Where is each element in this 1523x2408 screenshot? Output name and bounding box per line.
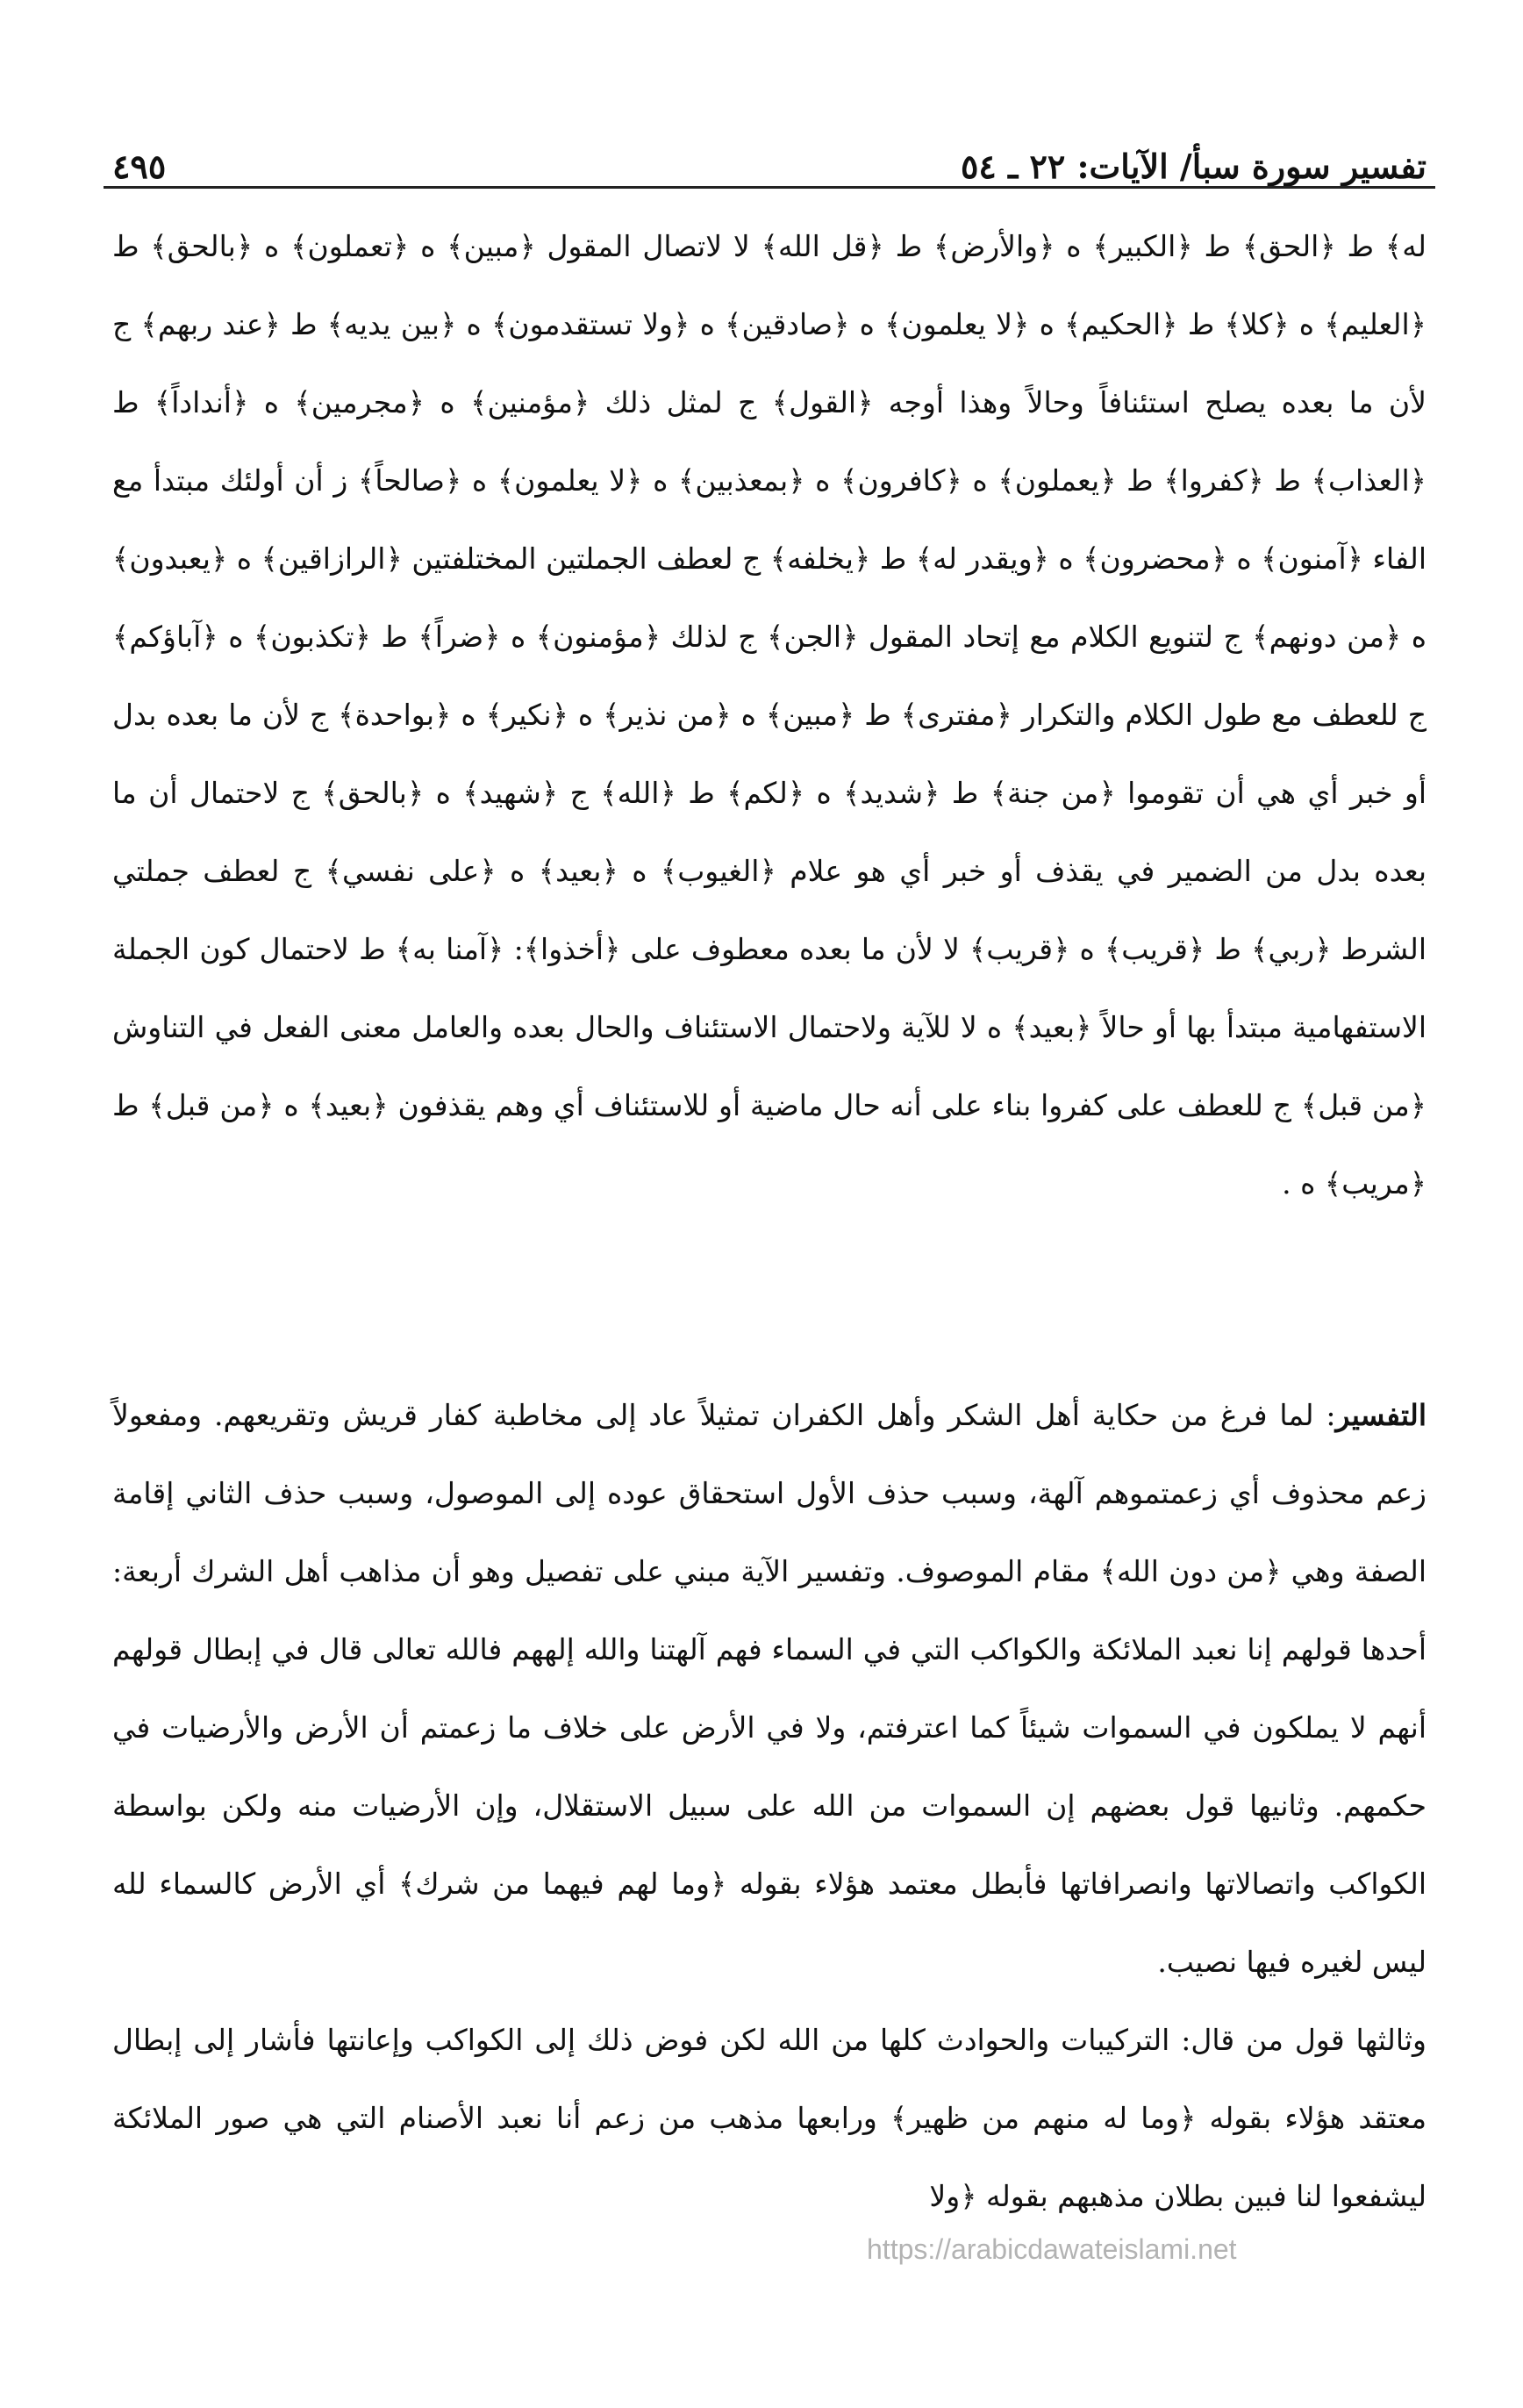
header-rule [104, 186, 1435, 189]
tafsir-lead-word: التفسير [1335, 1398, 1426, 1432]
tafsir-paragraph-text: : لما فرغ من حكاية أهل الشكر وأهل الكفران تمثيلاً عاد إلى مخاطبة كفار قريش وتقريعهم. ومفعولاً زعم محذوف أي زعمتموهم آلهة، وسبب حذف الأول استحقاق عوده إلى الموصول، وسبب حذف الثاني إقامة الصفة وهي ﴿من دون الله﴾ مقام الموصوف. وتفسير الآية مبني على تفصيل وهو أن مذاهب أهل الشرك أربعة: أحدها قولهم إنا نعبد الملائكة والكواكب التي في السماء فهم آلهتنا والله إلههم فالله تعالى قال في إبطال قولهم أنهم لا يملكون في السموات شيئاً كما اعترفتم، ولا في الأرض على خلاف ما زعمتم أن الأرض والأرضيات في حكمهم. وثانيها قول بعضهم إن السموات من الله على سبيل الاستقلال، وإن الأرضيات منه ولكن بواسطة الكواكب واتصالاتها وانصرافاتها فأبطل معتمد هؤلاء بقوله ﴿وما لهم فيهما من شرك﴾ أي الأرض كالسماء لله ليس لغيره فيها نصيب. [112, 1398, 1426, 1979]
source-watermark: https://arabicdawateislami.net [867, 2233, 1237, 2265]
page-number: ٤٩٥ [112, 147, 167, 186]
waqf-section [112, 207, 1426, 1222]
tafsir-paragraph-continued: وثالثها قول من قال: التركيبات والحوادث كلها من الله لكن فوض ذلك إلى الكواكب وإعانتها فأشار إلى إبطال معتقد هؤلاء بقوله ﴿وما له منهم من ظهير﴾ ورابعها مذهب من زعم أنا نعبد الأصنام التي هي صور الملائكة ليشفعوا لنا فبين بطلان مذهبهم بقوله ﴿ولا [112, 2023, 1426, 2213]
tafsir-section [112, 1376, 1426, 2235]
running-title: تفسير سورة سبأ/ الآيات: ٢٢ ـ ٥٤ [961, 147, 1426, 186]
page-header [112, 125, 1426, 186]
waqf-paragraph: له﴾ ط ﴿الحق﴾ ط ﴿الكبير﴾ ه ﴿والأرض﴾ ط ﴿قل الله﴾ لا لاتصال المقول ﴿مبين﴾ ه ﴿تعملون﴾ ه ﴿بالحق﴾ ط ﴿العليم﴾ ه ﴿كلا﴾ ط ﴿الحكيم﴾ ه ﴿لا يعلمون﴾ ه ﴿صادقين﴾ ه ﴿ولا تستقدمون﴾ ه ﴿بين يديه﴾ ط ﴿عند ربهم﴾ ج لأن ما بعده يصلح استئنافاً وحالاً وهذا أوجه ﴿القول﴾ ج لمثل ذلك ﴿مؤمنين﴾ ه ﴿مجرمين﴾ ه ﴿أنداداً﴾ ط ﴿العذاب﴾ ط ﴿كفروا﴾ ط ﴿يعملون﴾ ه ﴿كافرون﴾ ه ﴿بمعذبين﴾ ه ﴿لا يعلمون﴾ ه ﴿صالحاً﴾ ز أن أولئك مبتدأ مع الفاء ﴿آمنون﴾ ه ﴿محضرون﴾ ه ﴿ويقدر له﴾ ط ﴿يخلفه﴾ ج لعطف الجملتين المختلفتين ﴿الرازاقين﴾ ه ﴿يعبدون﴾ ه ﴿من دونهم﴾ ج لتنويع الكلام مع إتحاد المقول ﴿الجن﴾ ج لذلك ﴿مؤمنون﴾ ه ﴿ضراً﴾ ط ﴿تكذبون﴾ ه ﴿آباؤكم﴾ ج للعطف مع طول الكلام والتكرار ﴿مفترى﴾ ط ﴿مبين﴾ ه ﴿من نذير﴾ ه ﴿نكير﴾ ه ﴿بواحدة﴾ ج لأن ما بعده بدل أو خبر أي هي أن تقوموا ﴿من جنة﴾ ط ﴿شديد﴾ ه ﴿لكم﴾ ط ﴿الله﴾ ج ﴿شهيد﴾ ه ﴿بالحق﴾ ج لاحتمال أن ما بعده بدل من الضمير في يقذف أو خبر أي هو علام ﴿الغيوب﴾ ه ﴿بعيد﴾ ه ﴿على نفسي﴾ ج لعطف جملتي الشرط ﴿ربي﴾ ط ﴿قريب﴾ ه ﴿قريب﴾ لا لأن ما بعده معطوف على ﴿أخذوا﴾: ﴿آمنا به﴾ ط لاحتمال كون الجملة الاستفهامية مبتدأ بها أو حالاً ﴿بعيد﴾ ه لا للآية ولاحتمال الاستئناف والحال بعده والعامل معنى الفعل في التناوش ﴿من قبل﴾ ج للعطف على كفروا بناء على أنه حال ماضية أو للاستئناف أي وهم يقذفون ﴿بعيد﴾ ه ﴿من قبل﴾ ط ﴿مريب﴾ ه . [112, 229, 1426, 1200]
tafsir-paragraph [112, 1376, 1426, 2001]
